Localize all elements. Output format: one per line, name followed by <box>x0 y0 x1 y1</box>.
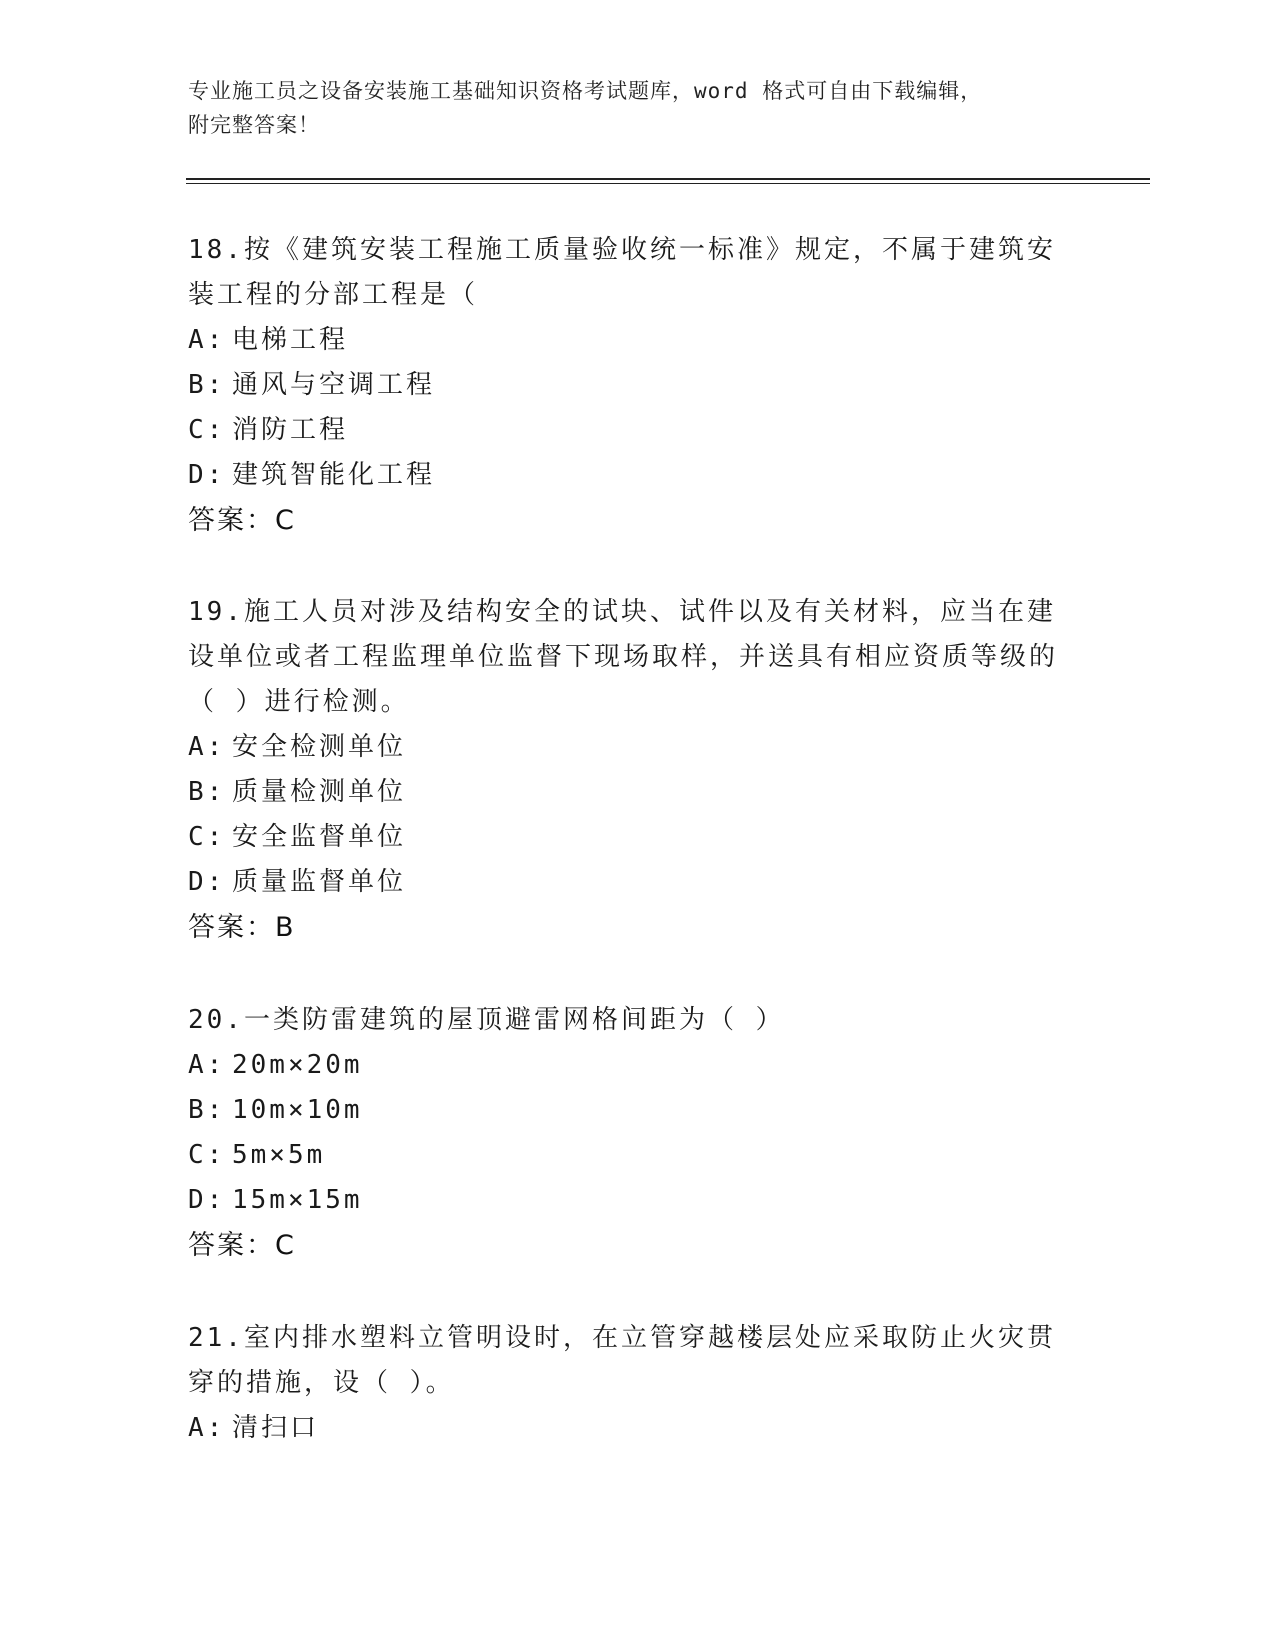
option-text: 建筑智能化工程 <box>232 460 436 490</box>
option-a <box>188 1406 1068 1451</box>
option-key: A: <box>188 732 226 762</box>
question-18 <box>188 228 1068 544</box>
question-stem: 18.按《建筑安装工程施工质量验收统一标准》规定，不属于建筑安装工程的分部工程是（ <box>188 235 1056 310</box>
option-key: B: <box>188 370 226 400</box>
option-key: D: <box>188 460 226 490</box>
answer-line <box>188 498 1068 544</box>
question-20 <box>188 998 1068 1269</box>
option-text: 20m×20m <box>232 1050 363 1080</box>
option-text: 清扫口 <box>232 1413 320 1443</box>
header-rule-thin <box>186 183 1150 184</box>
answer-label: 答案： <box>188 912 275 943</box>
option-b <box>188 770 1068 815</box>
option-b <box>188 363 1068 408</box>
option-a <box>188 725 1068 770</box>
option-c <box>188 1133 1068 1178</box>
question-stem: 19.施工人员对涉及结构安全的试块、试件以及有关材料，应当在建设单位或者工程监理单位监督下现场取样，并送具有相应资质等级的（ ）进行检测。 <box>188 597 1059 717</box>
option-a <box>188 318 1068 363</box>
option-d <box>188 860 1068 905</box>
option-text: 质量检测单位 <box>232 777 407 807</box>
option-c <box>188 408 1068 453</box>
option-key: A: <box>188 325 226 355</box>
option-d <box>188 453 1068 498</box>
answer-label: 答案： <box>188 1230 275 1261</box>
option-key: C: <box>188 415 226 445</box>
option-key: A: <box>188 1413 226 1443</box>
question-19 <box>188 590 1068 951</box>
question-stem: 20.一类防雷建筑的屋顶避雷网格间距为（ ） <box>188 1005 785 1035</box>
option-key: B: <box>188 1095 226 1125</box>
option-text: 5m×5m <box>232 1140 326 1170</box>
option-key: D: <box>188 1185 226 1215</box>
option-key: B: <box>188 777 226 807</box>
answer-value: B <box>275 912 295 943</box>
option-text: 安全监督单位 <box>232 822 407 852</box>
answer-label: 答案： <box>188 505 275 536</box>
option-text: 消防工程 <box>232 415 349 445</box>
option-text: 10m×10m <box>232 1095 363 1125</box>
answer-line <box>188 1223 1068 1269</box>
option-d <box>188 1178 1068 1223</box>
option-key: C: <box>188 1140 226 1170</box>
question-stem: 21.室内排水塑料立管明设时，在立管穿越楼层处应采取防止火灾贯穿的措施，设（ ）。 <box>188 1323 1056 1398</box>
answer-line <box>188 905 1068 951</box>
header-line-2: 附完整答案！ <box>188 113 320 137</box>
option-c <box>188 815 1068 860</box>
answer-value: C <box>275 1230 295 1261</box>
option-text: 质量监督单位 <box>232 867 407 897</box>
option-text: 安全检测单位 <box>232 732 407 762</box>
option-key: C: <box>188 822 226 852</box>
option-text: 电梯工程 <box>232 325 349 355</box>
option-key: A: <box>188 1050 226 1080</box>
option-b <box>188 1088 1068 1133</box>
option-text: 通风与空调工程 <box>232 370 436 400</box>
option-text: 15m×15m <box>232 1185 363 1215</box>
option-a <box>188 1043 1068 1088</box>
option-key: D: <box>188 867 226 897</box>
question-21 <box>188 1316 1068 1451</box>
header-rule-thick <box>186 178 1150 180</box>
header-line-1: 专业施工员之设备安装施工基础知识资格考试题库，word 格式可自由下载编辑， <box>188 79 983 103</box>
document-header <box>188 74 1068 142</box>
answer-value: C <box>275 505 295 536</box>
